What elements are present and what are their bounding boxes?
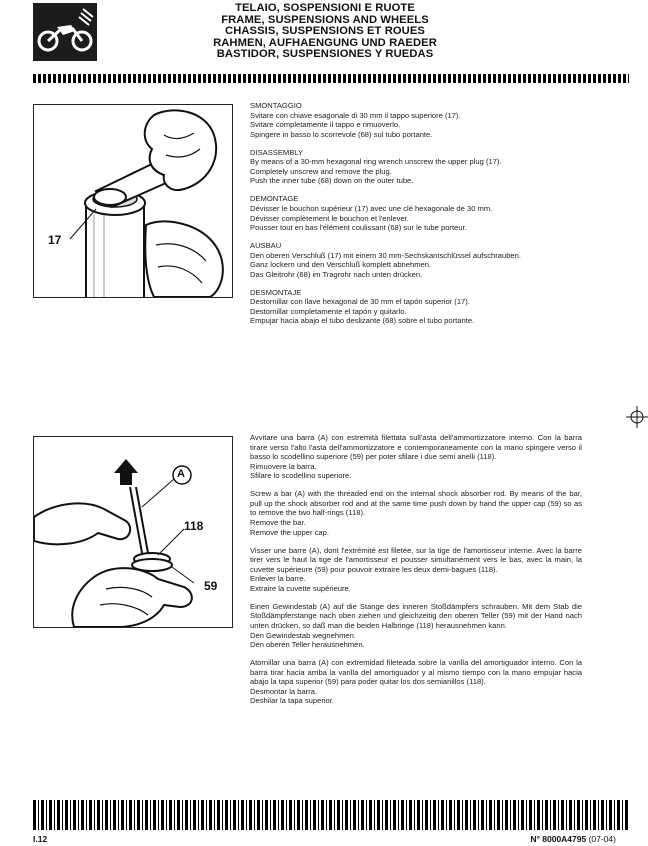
text-line: Spingere in basso lo scorrevole (68) sul tubo portante. <box>250 129 433 139</box>
block-fr <box>250 194 582 232</box>
motorcycle-icon <box>33 3 97 61</box>
title-de: RAHMEN, AUFHAENGUNG UND RAEDER <box>213 36 437 49</box>
text-line: Svitare con chiave esagonale di 30 mm il tappo superiore (17). <box>250 110 461 120</box>
callout-a: A <box>177 468 185 480</box>
text-line: Den oberen Verschluß (17) mit einem 30 mm-Sechskantschlüssel aufschrauben. <box>250 250 521 260</box>
heading-es: DESMONTAJE <box>250 287 302 297</box>
paragraph: Screw a bar (A) with the threaded end on the internal shock absorber rod. By means of the bar, pull up the shock absorber rod and at the same time push down by hand the upper cap (59) so as to remove the two half-rings (118). <box>250 489 582 518</box>
text-line: Ganz lockern und den Verschluß komplett abnehmen. <box>250 260 432 270</box>
text-line: Rimuovere la barra. <box>250 461 317 471</box>
block-de <box>250 602 582 650</box>
document-code <box>530 834 616 844</box>
block-it <box>250 433 582 481</box>
text-line: Den Gewindestab wegnehmen. <box>250 630 356 640</box>
text-line: Deshilar la tapa superior. <box>250 696 334 706</box>
block-de <box>250 241 582 279</box>
title-en: FRAME, SUSPENSIONS AND WHEELS <box>221 13 429 26</box>
text-line: Dévisser complètement le bouchon et l'enlever. <box>250 213 409 223</box>
fork-plug-illustration <box>34 105 232 297</box>
text-line: Das Gleitrohr (68) im Tragrohr nach unten drücken. <box>250 269 423 279</box>
callout-59: 59 <box>204 579 218 593</box>
block-it <box>250 101 582 139</box>
top-divider-bar <box>33 74 629 83</box>
document-number: N° 8000A4795 <box>530 834 587 844</box>
block-fr <box>250 546 582 594</box>
registration-mark-icon <box>626 406 648 428</box>
text-line: Remove the upper cap. <box>250 527 329 537</box>
text-line: Extraire la cuvette supérieure. <box>250 583 351 593</box>
text-line: Dévisser le bouchon supérieur (17) avec une clé hexagonale de 30 mm. <box>250 203 493 213</box>
paragraph: Avvitare una barra (A) con estremità filettata sull'asta dell'ammortizzatore interno. Con la barra tirare verso l'alto l'asta dell'ammortizzatore e contemporaneamente con la mano spingere verso il basso lo scodellino superiore (59) per poter sfilare i due semi anelli (118). <box>250 433 582 462</box>
heading-de: AUSBAU <box>250 241 282 251</box>
paragraph: Atornillar una barra (A) con extremidad fileteada sobre la varilla del amortiguador interno. Con la barra tirar hacia arriba la varilla del amortiguador y al mismo tiempo con la mano empujar hacia abajo la tapa superior (59) para poder quitar los dos semianillos (118). <box>250 658 582 687</box>
title-fr: CHASSIS, SUSPENSIONS ET ROUES <box>225 25 425 38</box>
heading-en: DISASSEMBLY <box>250 147 304 157</box>
disassembly-text-section <box>250 101 582 334</box>
header-titles <box>105 3 545 61</box>
text-line: Empujar hacia abajo el tubo deslizante (68) sobre el tubo portante. <box>250 316 475 326</box>
block-es <box>250 658 582 706</box>
figure-unscrew-plug <box>33 104 233 298</box>
text-line: Den oberen Teller herausnehmen. <box>250 640 365 650</box>
text-line: Sfilare lo scodellino superiore. <box>250 471 352 481</box>
motorcycle-logo <box>33 3 97 61</box>
page-number: I.12 <box>33 834 48 844</box>
title-es: BASTIDOR, SUSPENSIONES Y RUEDAS <box>216 48 434 61</box>
bottom-barcode <box>33 800 629 830</box>
text-line: Pousser tout en bas l'élément coulissant (68) sur le tube porteur. <box>250 223 467 233</box>
paragraph: Visser une barre (A), dont l'extrémité est filetée, sur la tige de l'amortisseur interne. Avec la barre tirer vers le haut la tige de l'amortisseur et pousser simultanément vers le bas, avec la main, la cuvette supérieure (59) pour pouvoir extraire les deux demi-bagues (118). <box>250 545 582 574</box>
text-line: Completely unscrew and remove the plug. <box>250 166 392 176</box>
text-line: Destornillar con llave hexagonal de 30 mm el tapón superior (17). <box>250 297 470 307</box>
text-line: Desmontar la barra. <box>250 686 318 696</box>
block-en <box>250 489 582 537</box>
text-line: Remove the bar. <box>250 518 306 528</box>
document-date: (07-04) <box>588 834 616 844</box>
text-line: Enlever la barre. <box>250 574 306 584</box>
callout-118: 118 <box>184 519 204 533</box>
text-line: Push the inner tube (68) down on the outer tube. <box>250 176 414 186</box>
heading-fr: DEMONTAGE <box>250 194 299 204</box>
block-es <box>250 288 582 326</box>
paragraph: Einen Gewindestab (A) auf die Stange des inneren Stoßdämpfers schrauben. Mit dem Stab die Stoßdämpferstange nach oben ziehen und gleichzeitig den oberen Teller (59) mit der Hand nach unten drücken, so daß man die beiden Halbringe (118) herausnehmen kann. <box>250 601 582 630</box>
figure-remove-half-rings <box>33 436 233 628</box>
text-line: Svitare completamente il tappo e rimuoverlo. <box>250 120 401 130</box>
block-en <box>250 148 582 186</box>
callout-17: 17 <box>48 233 62 247</box>
text-line: By means of a 30-mm hexagonal ring wrench unscrew the upper plug (17). <box>250 157 502 167</box>
title-it: TELAIO, SOSPENSIONI E RUOTE <box>235 2 415 14</box>
heading-it: SMONTAGGIO <box>250 101 302 110</box>
half-rings-text-section <box>250 433 582 714</box>
text-line: Destornillar completamente el tapón y quitarlo. <box>250 306 407 316</box>
